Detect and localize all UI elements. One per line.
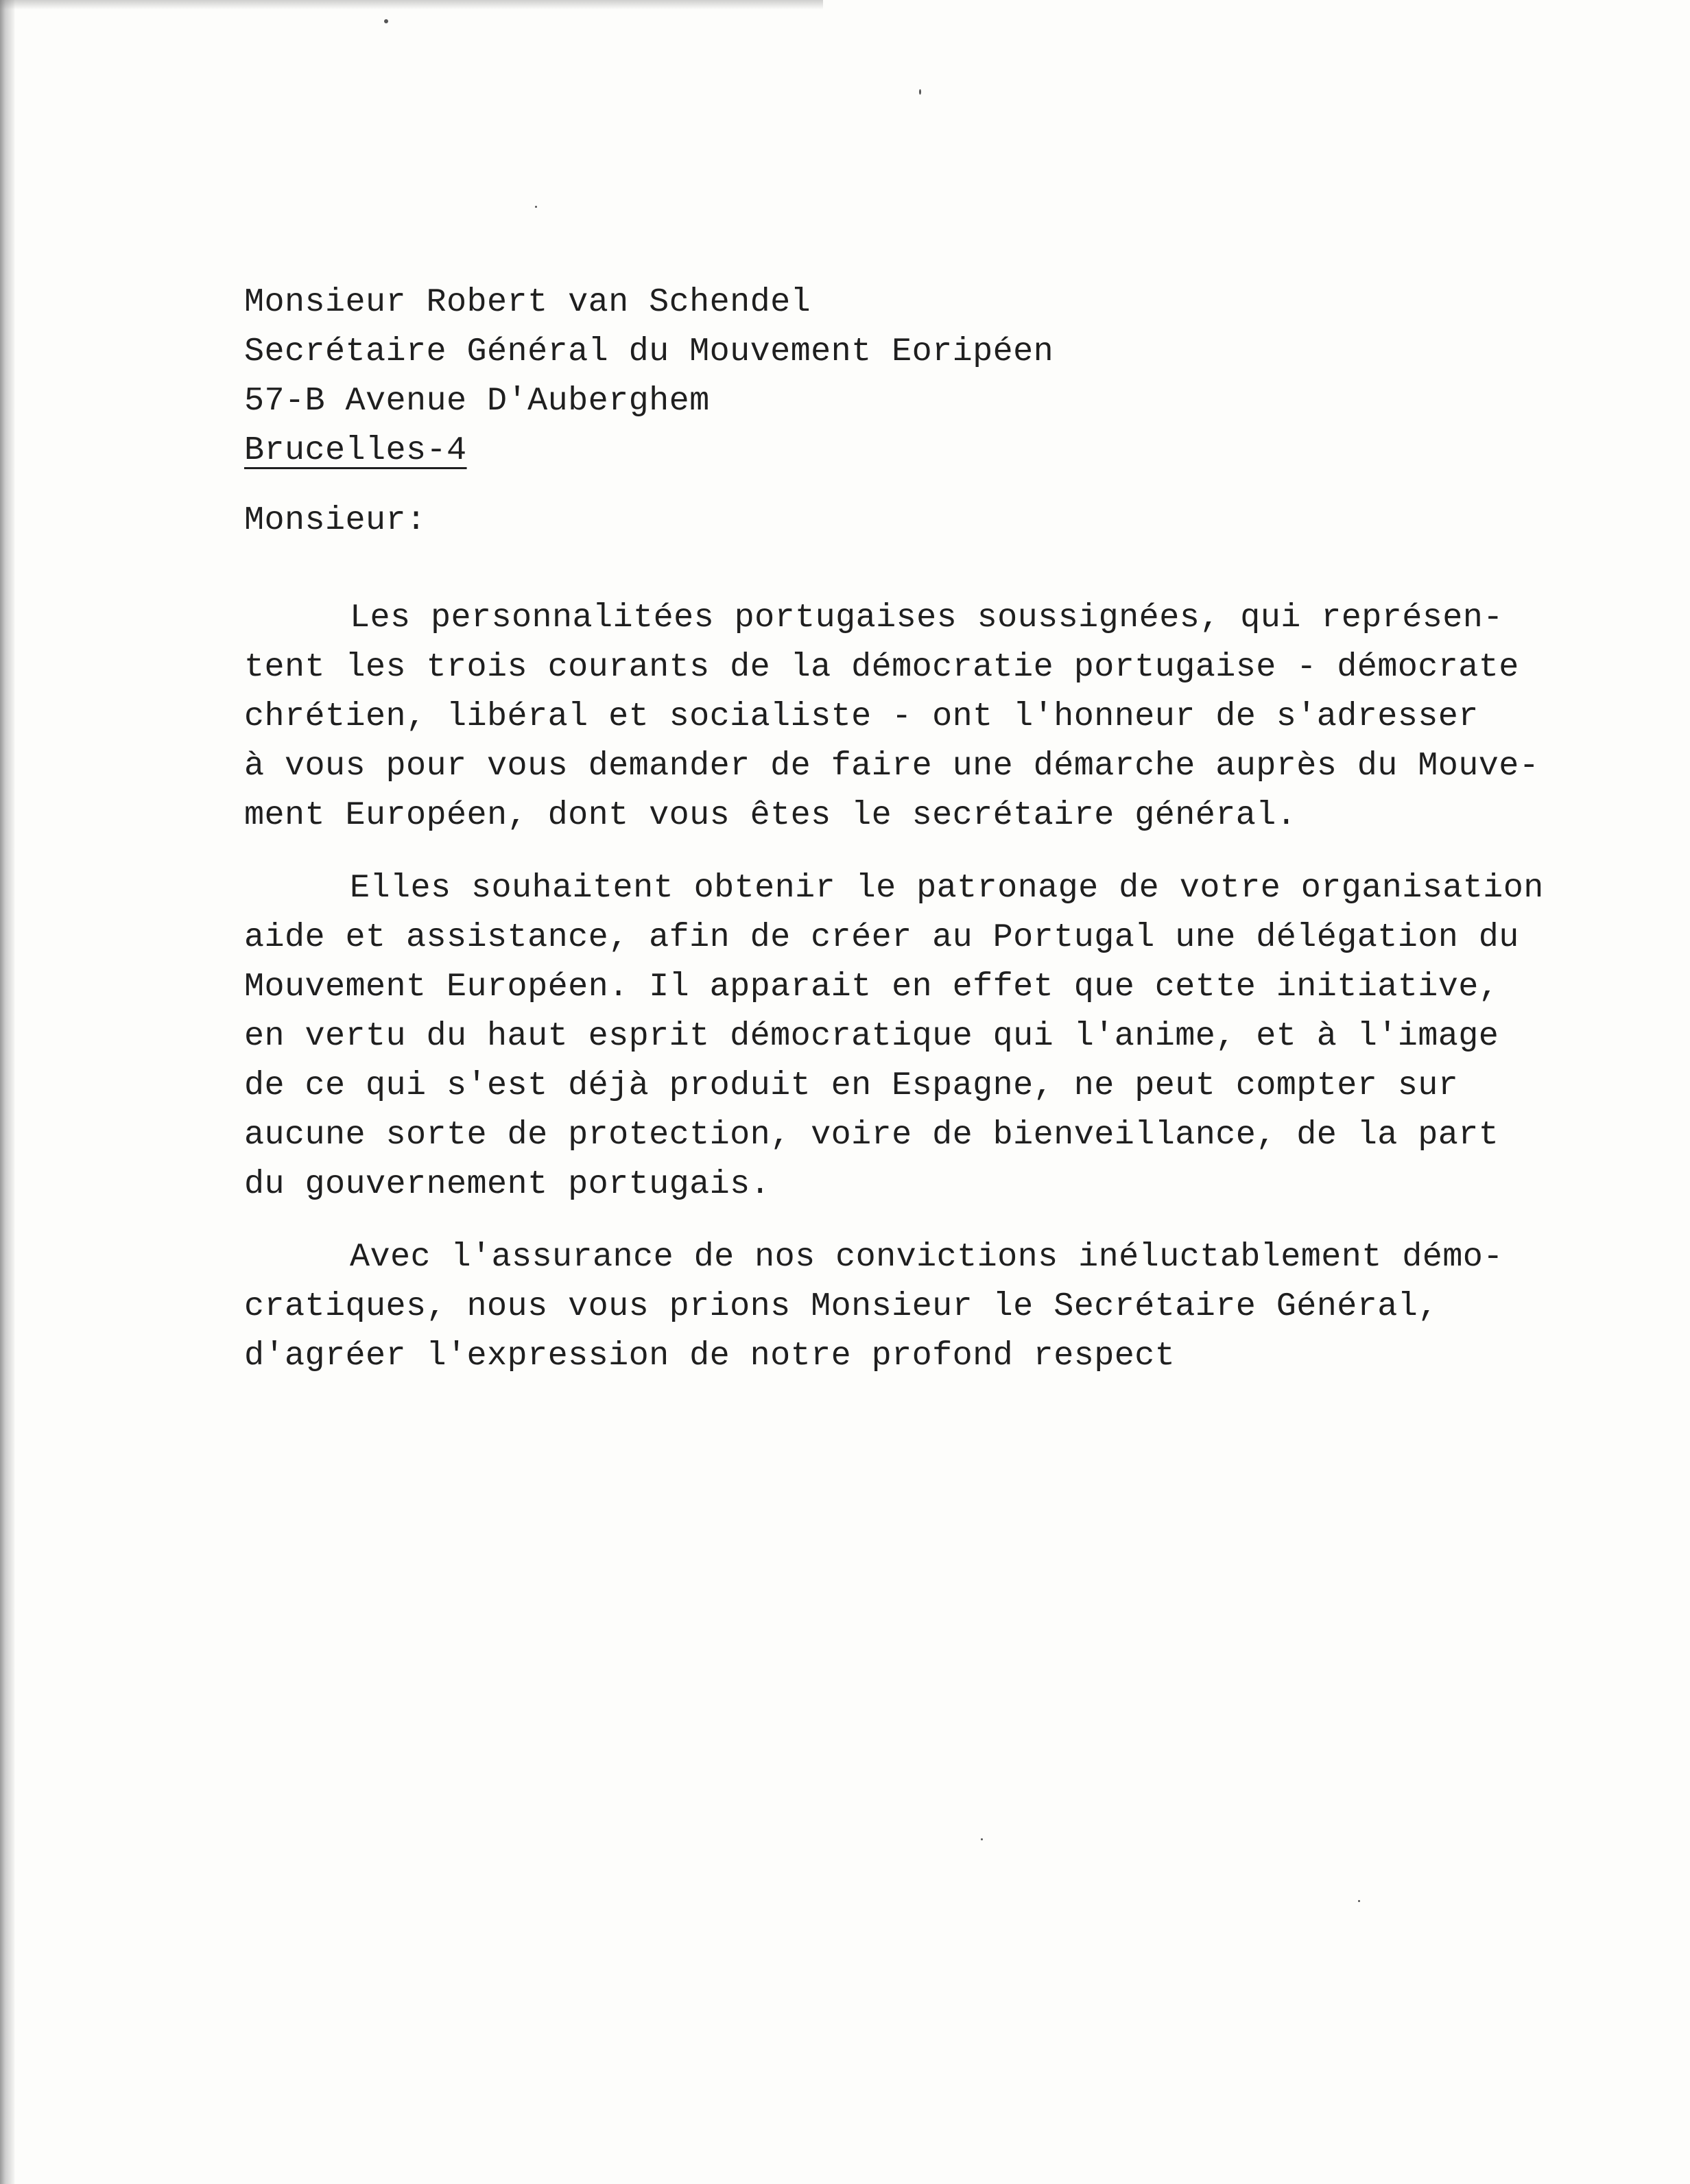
scan-speck (535, 206, 537, 208)
scan-top-shadow (0, 0, 823, 10)
paragraph-line: en vertu du haut esprit démocratique qui l'anime, et à l'image (244, 1017, 1499, 1055)
salutation: Monsieur: (244, 501, 427, 539)
paragraph-1 (244, 593, 1561, 840)
letter-body (244, 278, 1561, 1381)
paragraph-line: Mouvement Européen. Il apparait en effet que cette initiative, (244, 968, 1499, 1006)
paragraph-line: Les personnalitées portugaises soussignées, qui représen- (350, 599, 1503, 637)
paragraph-line: cratiques, nous vous prions Monsieur le Secrétaire Général, (244, 1287, 1438, 1325)
paragraph-line: chrétien, libéral et socialiste - ont l'honneur de s'adresser (244, 698, 1479, 735)
scan-speck (919, 89, 921, 95)
paragraph-2 (244, 864, 1561, 1209)
paragraph-line: à vous pour vous demander de faire une démarche auprès du Mouve- (244, 747, 1540, 785)
scan-edge-shadow (0, 0, 15, 2184)
paragraph-3 (244, 1233, 1561, 1381)
scan-speck (384, 19, 388, 23)
paragraph-line: de ce qui s'est déjà produit en Espagne, ne peut compter sur (244, 1067, 1459, 1104)
paragraph-line: Elles souhaitent obtenir le patronage de votre organisation (350, 869, 1544, 907)
paragraph-line: d'agréer l'expression de notre profond respect (244, 1337, 1176, 1375)
scan-speck (981, 1838, 983, 1840)
scan-speck (1358, 1900, 1360, 1902)
recipient-name: Monsieur Robert van Schendel (244, 283, 811, 321)
paragraph-line: Avec l'assurance de nos convictions inéluctablement démo- (350, 1238, 1503, 1276)
paragraph-line: tent les trois courants de la démocratie portugaise - démocrate (244, 648, 1519, 686)
paragraph-line: aucune sorte de protection, voire de bienveillance, de la part (244, 1116, 1499, 1154)
recipient-title: Secrétaire Général du Mouvement Eoripéen (244, 333, 1054, 370)
city: Brucelles-4 (244, 431, 467, 469)
paragraph-line: ment Européen, dont vous êtes le secrétaire général. (244, 796, 1297, 834)
paragraph-line: du gouvernement portugais. (244, 1165, 771, 1203)
street-address: 57-B Avenue D'Auberghem (244, 382, 710, 420)
address-block (244, 278, 1561, 475)
paragraph-line: aide et assistance, afin de créer au Portugal une délégation du (244, 918, 1519, 956)
